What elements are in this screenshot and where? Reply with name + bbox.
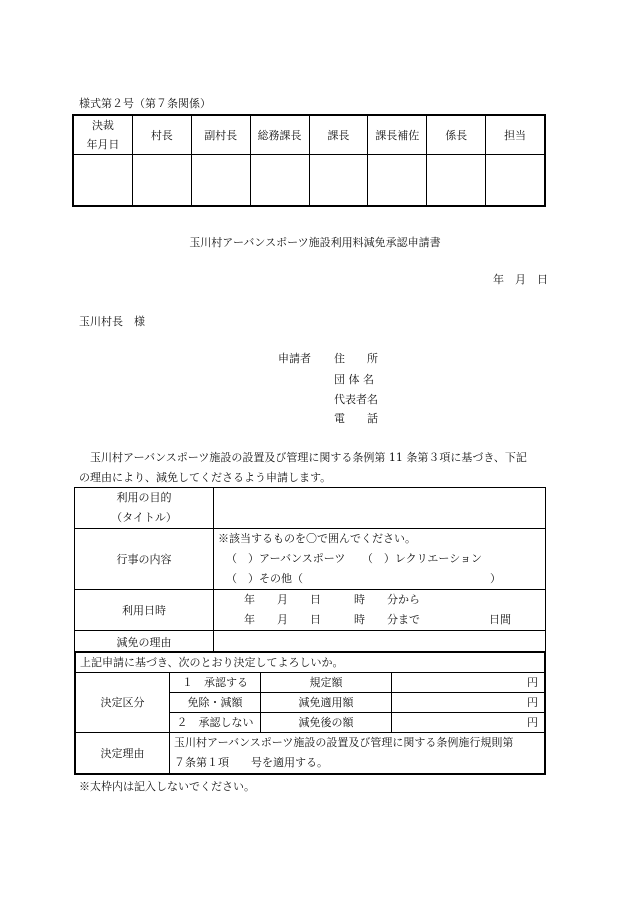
approval-stamp-table <box>72 114 546 207</box>
days-label: 日間 <box>489 613 511 626</box>
purpose-input[interactable] <box>214 488 546 529</box>
decision-option-reject[interactable]: ２ 承認しない <box>170 712 261 732</box>
date-label: 利用日時 <box>75 590 214 631</box>
approval-col-header: 総務課長 <box>250 115 309 155</box>
approval-col-header: 係長 <box>427 115 486 155</box>
applicant-group-label: 団 体 名 <box>334 373 374 386</box>
decision-category-label: 決定区分 <box>75 672 170 732</box>
fee-amount[interactable]: 円 <box>392 712 546 732</box>
intro-text-line2: の理由により、減免してくださるよう申請します。 <box>79 471 332 484</box>
fee-row-label: 規定額 <box>261 672 392 692</box>
document-title: 玉川村アーバンスポーツ施設利用料減免承認申請書 <box>189 236 441 249</box>
applicant-address-label: 住 所 <box>334 352 378 365</box>
fee-row-label: 減免適用額 <box>261 692 392 712</box>
stamp-cell[interactable] <box>486 155 545 207</box>
date-to: 年 月 日 時 分まで <box>244 613 420 626</box>
stamp-cell[interactable] <box>368 155 427 207</box>
form-number: 様式第２号（第７条関係） <box>79 97 211 110</box>
stamp-cell[interactable] <box>73 155 132 207</box>
stamp-cell[interactable] <box>427 155 486 207</box>
reason-label: 減免の理由 <box>75 631 214 653</box>
decision-date-header: 決裁 年月日 <box>73 115 132 155</box>
decision-header: 上記申請に基づき、次のとおり決定してよろしいか。 <box>75 652 545 672</box>
applicant-representative-label: 代表者名 <box>334 393 378 406</box>
stamp-cell[interactable] <box>250 155 309 207</box>
decision-option-approve[interactable]: １ 承認する <box>170 672 261 692</box>
intro-text-line1: 玉川村アーバンスポーツ施設の設置及び管理に関する条例第 11 条第３項に基づき、下記 <box>79 451 527 464</box>
fee-row-label: 減免後の額 <box>261 712 392 732</box>
approval-col-header: 担当 <box>486 115 545 155</box>
approval-col-header: 村長 <box>132 115 191 155</box>
decision-table <box>74 651 546 775</box>
event-options[interactable] <box>214 529 546 590</box>
applicant-heading: 申請者 <box>278 352 311 365</box>
stamp-cell[interactable] <box>191 155 250 207</box>
footnote: ※太枠内は記入しないでください。 <box>79 780 255 793</box>
date-input[interactable] <box>214 590 546 631</box>
approval-col-header: 課長補佐 <box>368 115 427 155</box>
event-option-other[interactable]: （ ）その他（ ） <box>226 572 501 585</box>
event-label: 行事の内容 <box>75 529 214 590</box>
approval-col-header: 課長 <box>309 115 368 155</box>
addressee: 玉川村長 様 <box>79 315 145 328</box>
event-note: ※該当するものを〇で囲んでください。 <box>218 532 416 545</box>
decision-reason-text: 玉川村アーバンスポーツ施設の設置及び管理に関する条例施行規則第 ７条第１項 号を適用する。 <box>170 732 546 774</box>
fee-amount[interactable]: 円 <box>392 692 546 712</box>
applicant-phone-label: 電 話 <box>334 412 378 425</box>
purpose-label: 利用の目的 （タイトル） <box>75 488 214 529</box>
approval-col-header: 副村長 <box>191 115 250 155</box>
stamp-cell[interactable] <box>309 155 368 207</box>
date-from: 年 月 日 時 分から <box>244 593 420 606</box>
application-form-table <box>74 487 546 653</box>
date-line: 年 月 日 <box>493 273 548 286</box>
stamp-cell[interactable] <box>132 155 191 207</box>
fee-amount[interactable]: 円 <box>392 672 546 692</box>
reason-input[interactable] <box>214 631 546 653</box>
decision-reason-label: 決定理由 <box>75 732 170 774</box>
event-option-urban-recreation[interactable]: （ ）アーバンスポーツ （ ）レクリエーション <box>226 552 482 565</box>
decision-option-exempt-reduce[interactable]: 免除・減額 <box>170 692 261 712</box>
